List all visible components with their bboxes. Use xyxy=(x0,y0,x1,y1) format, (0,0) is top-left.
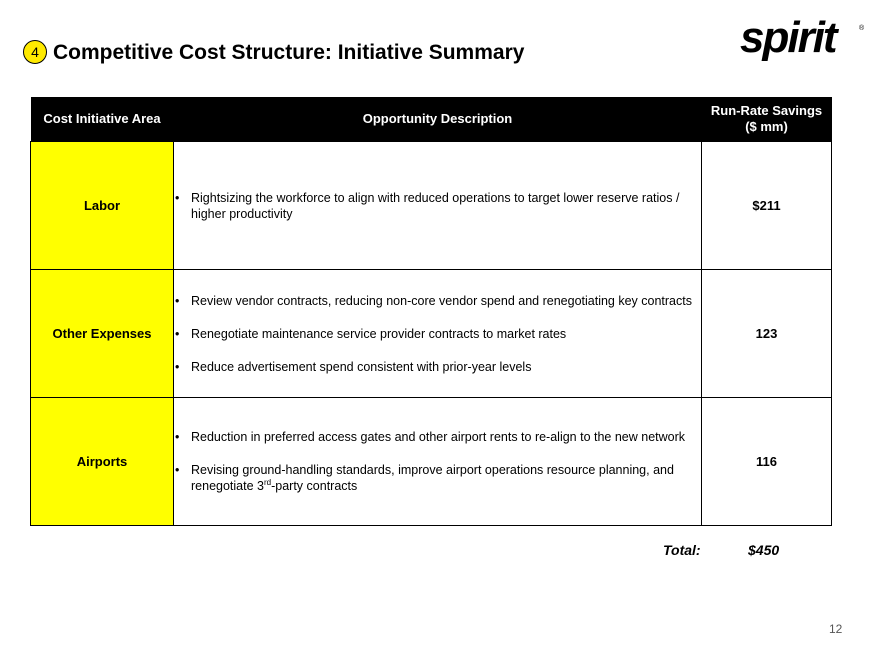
bullet-icon: • xyxy=(175,463,180,477)
header-savings-line1: Run-Rate Savings xyxy=(710,103,823,118)
description-cell xyxy=(174,398,702,526)
table-row-airports xyxy=(31,398,832,526)
bullet-item: • Reduce advertisement spend consistent with prior-year levels xyxy=(175,359,532,374)
bullet-icon: • xyxy=(175,359,180,374)
bullet-item: • Revising ground-handling standards, improve airport operations resource planning, and renegotiate 3rd-party contracts xyxy=(175,463,674,493)
svg-text:spirit: spirit xyxy=(740,13,836,62)
table-row-labor xyxy=(31,142,832,270)
savings-cell: 116 xyxy=(702,398,832,526)
bullet-icon: • xyxy=(175,293,180,308)
area-cell: Airports xyxy=(31,398,174,526)
total-value: $450 xyxy=(748,542,780,558)
header-cost-initiative-area: Cost Initiative Area xyxy=(31,97,174,142)
area-cell: Other Expenses xyxy=(31,270,174,398)
slide-title: Competitive Cost Structure: Initiative Summary xyxy=(53,41,525,64)
bullet-icon: • xyxy=(175,190,180,205)
table-header-row xyxy=(31,97,832,142)
header-savings-line2: ($ mm) xyxy=(745,119,788,134)
bullet-item: • Review vendor contracts, reducing non-core vendor spend and renegotiating key contracts xyxy=(175,293,692,308)
bullet-icon: • xyxy=(175,326,180,341)
section-number-badge: 4 xyxy=(23,40,47,64)
savings-cell: 123 xyxy=(702,270,832,398)
spirit-logo xyxy=(738,12,868,68)
table-row-other-expenses xyxy=(31,270,832,398)
page-number: 12 xyxy=(829,622,843,636)
bullet-list xyxy=(174,429,701,494)
savings-cell: $211 xyxy=(702,142,832,270)
bullet-list xyxy=(174,190,701,222)
description-cell xyxy=(174,270,702,398)
total-label: Total: xyxy=(663,542,701,558)
description-cell xyxy=(174,142,702,270)
header-opportunity-description: Opportunity Description xyxy=(174,97,702,142)
bullet-item: • Renegotiate maintenance service provider contracts to market rates xyxy=(175,326,567,341)
bullet-item: • Rightsizing the workforce to align with reduced operations to target lower reserve ratios / higher productivity xyxy=(175,190,680,221)
bullet-list xyxy=(174,293,701,375)
initiative-table xyxy=(30,97,832,526)
bullet-icon: • xyxy=(175,430,180,444)
header-run-rate-savings xyxy=(702,97,832,142)
svg-text:®: ® xyxy=(859,25,865,32)
area-cell: Labor xyxy=(31,142,174,270)
bullet-item: • Reduction in preferred access gates and other airport rents to re-align to the new network xyxy=(175,430,686,444)
